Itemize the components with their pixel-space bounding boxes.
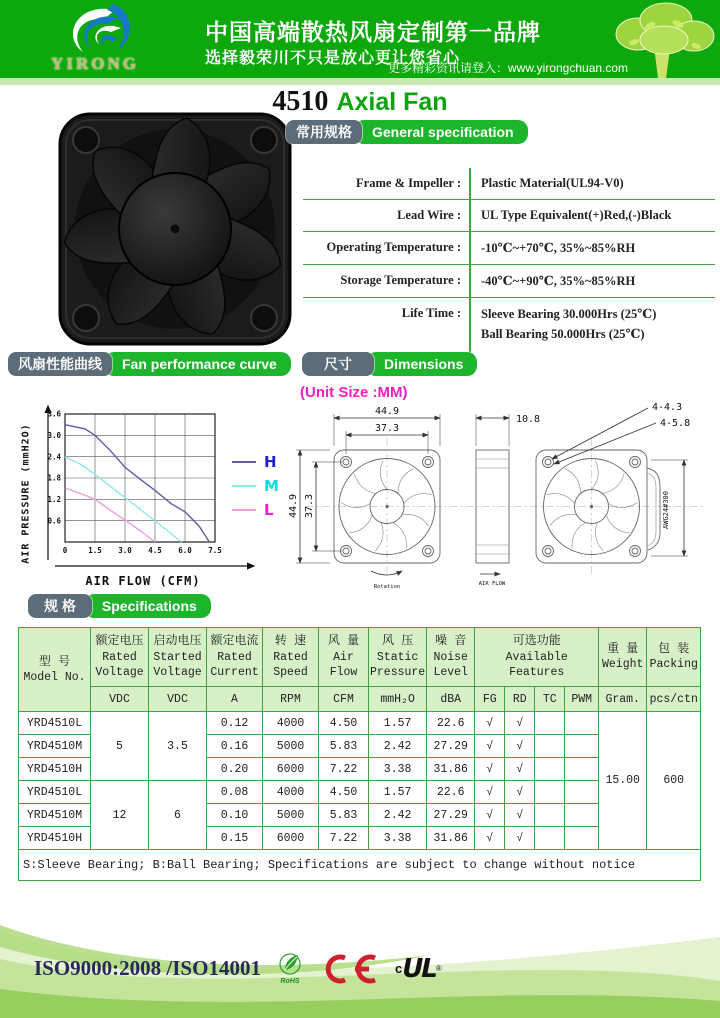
ul-mark (395, 954, 442, 984)
legend-label: L (264, 501, 274, 519)
section-badge-dimensions (302, 352, 477, 376)
gspec-row (303, 265, 715, 298)
section-badge-performance-curve (8, 352, 291, 376)
tree-graphic (608, 0, 720, 84)
unit-tc: TC (535, 687, 565, 712)
banner-bottom-strip (0, 78, 720, 85)
unit-dba: dBA (427, 687, 475, 712)
cell-rd-check: √ (505, 712, 535, 735)
cell-tc (535, 827, 565, 850)
dim-front-height: 44.9 (288, 493, 299, 519)
gspec-label: Operating Temperature : (303, 232, 471, 264)
unit-fg: FG (475, 687, 505, 712)
dim-front-hole-pitch-v: 37.3 (304, 493, 315, 519)
gspec-value: Plastic Material(UL94-V0) (481, 176, 624, 190)
svg-text:2.4: 2.4 (47, 452, 61, 462)
table-row (19, 712, 701, 735)
section-badge-specifications (28, 594, 211, 618)
cell-speed: 6000 (263, 758, 319, 781)
cell-fg-check: √ (475, 781, 505, 804)
front-view (288, 406, 440, 590)
gspec-label: Frame & Impeller : (303, 168, 471, 199)
cell-fg-check: √ (475, 804, 505, 827)
ul-letters: UL (402, 953, 436, 984)
cell-pwm (565, 781, 599, 804)
header-noise-level: 噪 音 Noise Level (427, 628, 475, 687)
dim-front-width: 44.9 (374, 406, 400, 417)
cell-rated-voltage: 12 (91, 781, 149, 850)
header-weight: 重 量 Weight (599, 628, 647, 687)
cell-tc (535, 712, 565, 735)
legend-label: M (264, 477, 279, 495)
cell-tc (535, 758, 565, 781)
gspec-value: UL Type Equivalent(+)Red,(-)Black (481, 208, 672, 222)
cell-speed: 6000 (263, 827, 319, 850)
gspec-label: Life Time : (303, 298, 471, 354)
cell-model: YRD4510M (19, 804, 91, 827)
gspec-value (471, 298, 715, 354)
badge-curve-en: Fan performance curve (104, 352, 291, 376)
svg-text:3.0: 3.0 (47, 430, 61, 440)
cell-model: YRD4510H (19, 827, 91, 850)
badge-general-en: General specification (354, 120, 528, 144)
cell-tc (535, 735, 565, 758)
gspec-row (303, 298, 715, 354)
chart-y-axis-label: AIR PRESSURE (mmH2O) (20, 423, 32, 564)
badge-curve-cn: 风扇性能曲线 (8, 352, 112, 376)
cell-fg-check: √ (475, 827, 505, 850)
legend-item-l (232, 498, 279, 522)
legend-item-m (232, 474, 279, 498)
side-view (476, 414, 540, 587)
back-view (536, 402, 690, 576)
cell-flow: 4.50 (319, 781, 369, 804)
cell-current: 0.12 (207, 712, 263, 735)
cell-noise: 22.6 (427, 712, 475, 735)
fan-performance-chart (10, 402, 288, 594)
legend-line-icon (232, 461, 256, 463)
header-air-flow: 风 量 Air Flow (319, 628, 369, 687)
cell-flow: 5.83 (319, 804, 369, 827)
banner-portal-url[interactable]: 更多精彩资讯请登入：www.yirongchuan.com (388, 61, 629, 75)
cell-speed: 5000 (263, 735, 319, 758)
gspec-value: -10℃~+70℃, 35%~85%RH (481, 241, 636, 255)
tree-icon (608, 0, 720, 84)
svg-text:0: 0 (62, 546, 68, 555)
svg-text:1.5: 1.5 (88, 546, 102, 555)
unit-cfm: CFM (319, 687, 369, 712)
title-product-name: Axial Fan (336, 88, 448, 116)
badge-dim-en: Dimensions (366, 352, 477, 376)
cell-fg-check: √ (475, 735, 505, 758)
legend-line-icon (232, 485, 256, 487)
dim-hole-large: 4-5.8 (660, 418, 691, 429)
company-logo (20, 2, 170, 76)
cell-noise: 27.29 (427, 804, 475, 827)
cell-pressure: 2.42 (369, 735, 427, 758)
svg-text:1.2: 1.2 (47, 494, 61, 504)
table-row (19, 781, 701, 804)
cell-speed: 4000 (263, 712, 319, 735)
badge-general-cn: 常用规格 (286, 120, 362, 144)
cell-pressure: 1.57 (369, 781, 427, 804)
header-static-pressure: 风 压 Static Pressure (369, 628, 427, 687)
cell-pwm (565, 735, 599, 758)
cell-started-voltage: 6 (149, 781, 207, 850)
cell-rd-check: √ (505, 804, 535, 827)
gspec-label: Storage Temperature : (303, 265, 471, 297)
svg-text:3.0: 3.0 (118, 546, 132, 555)
svg-text:7.5: 7.5 (208, 546, 222, 555)
header-packing: 包 装 Packing (647, 628, 701, 687)
cell-flow: 7.22 (319, 758, 369, 781)
cell-rd-check: √ (505, 758, 535, 781)
specifications-table (18, 627, 701, 881)
general-spec-table (303, 168, 715, 354)
badge-spec-en: Specifications (84, 594, 211, 618)
cell-noise: 22.6 (427, 781, 475, 804)
ul-registered-mark: ® (435, 964, 442, 973)
unit-a: A (207, 687, 263, 712)
dimension-drawings (286, 398, 720, 598)
unit-size-note: (Unit Size :MM) (300, 384, 408, 401)
cell-model: YRD4510H (19, 758, 91, 781)
unit-pcs-ctn: pcs/ctn (647, 687, 701, 712)
cell-current: 0.08 (207, 781, 263, 804)
gspec-value-line1: Sleeve Bearing 30.000Hrs (25℃) (481, 307, 657, 321)
gspec-value: -40℃~+90℃, 35%~85%RH (481, 274, 636, 288)
cell-current: 0.10 (207, 804, 263, 827)
logo-wordmark: YIRONG (51, 54, 139, 73)
rohs-mark (275, 952, 305, 985)
rohs-label: RoHS (280, 978, 300, 985)
cell-model: YRD4510L (19, 781, 91, 804)
cell-noise: 31.86 (427, 758, 475, 781)
gspec-value-line2: Ball Bearing 50.000Hrs (25℃) (481, 327, 645, 341)
cell-model: YRD4510L (19, 712, 91, 735)
svg-text:1.8: 1.8 (47, 473, 61, 483)
badge-spec-cn: 规 格 (28, 594, 92, 618)
svg-text:3.6: 3.6 (47, 409, 61, 419)
cell-rd-check: √ (505, 735, 535, 758)
cell-model: YRD4510M (19, 735, 91, 758)
cell-tc (535, 781, 565, 804)
table-note-row (19, 850, 701, 881)
ce-icon (319, 953, 381, 985)
svg-text:6.0: 6.0 (178, 546, 192, 555)
cell-flow: 7.22 (319, 827, 369, 850)
unit-vdc: VDC (149, 687, 207, 712)
header-model: 型 号 Model No. (19, 628, 91, 712)
cell-tc (535, 804, 565, 827)
svg-text:0.6: 0.6 (47, 516, 61, 526)
table-header-row-1 (19, 628, 701, 687)
header-started-voltage: 启动电压 Started Voltage (149, 628, 207, 687)
cell-pressure: 2.42 (369, 804, 427, 827)
table-header-row-2 (19, 687, 701, 712)
iso-certification-text: ISO9000:2008 /ISO14001 (34, 956, 261, 980)
cell-weight: 15.00 (599, 712, 647, 850)
cell-rd-check: √ (505, 781, 535, 804)
dim-front-hole-pitch: 37.3 (374, 423, 400, 434)
cell-current: 0.15 (207, 827, 263, 850)
cell-pwm (565, 804, 599, 827)
cell-current: 0.20 (207, 758, 263, 781)
cell-pwm (565, 712, 599, 735)
cell-flow: 4.50 (319, 712, 369, 735)
cell-speed: 5000 (263, 804, 319, 827)
header-available-features: 可选功能 Available Features (475, 628, 599, 687)
cell-packing: 600 (647, 712, 701, 850)
unit-pwm: PWM (565, 687, 599, 712)
gspec-row (303, 232, 715, 265)
cell-speed: 4000 (263, 781, 319, 804)
cell-pressure: 3.38 (369, 827, 427, 850)
dim-hole-small: 4-4.3 (652, 402, 683, 413)
legend-item-h (232, 450, 279, 474)
header-rated-speed: 转 速 Rated Speed (263, 628, 319, 687)
badge-dim-cn: 尺寸 (302, 352, 374, 376)
spec-note: S:Sleeve Bearing; B:Ball Bearing; Specifications are subject to change without notice (19, 850, 701, 881)
chart-legend (232, 450, 279, 522)
gspec-label: Lead Wire : (303, 200, 471, 231)
unit-rd: RD (505, 687, 535, 712)
banner-slogan-sub: 选择毅荣川不只是放心更让您省心 (205, 50, 461, 67)
unit-gram: Gram. (599, 687, 647, 712)
cell-noise: 27.29 (427, 735, 475, 758)
cell-pressure: 1.57 (369, 712, 427, 735)
cell-started-voltage: 3.5 (149, 712, 207, 781)
top-banner (0, 0, 720, 78)
cell-fg-check: √ (475, 712, 505, 735)
cell-pressure: 3.38 (369, 758, 427, 781)
unit-rpm: RPM (263, 687, 319, 712)
cell-pwm (565, 758, 599, 781)
gspec-row (303, 168, 715, 200)
certification-row (34, 952, 442, 985)
banner-slogan-main: 中国高端散热风扇定制第一品牌 (205, 19, 541, 45)
chart-x-axis-label: AIR FLOW (CFM) (85, 574, 201, 588)
airflow-label: AIR FLOW (478, 581, 506, 587)
cell-fg-check: √ (475, 758, 505, 781)
unit-mmh2o: mmH₂O (369, 687, 427, 712)
cell-current: 0.16 (207, 735, 263, 758)
wire-gauge-label: AWG24#300 (662, 491, 670, 529)
svg-text:4.5: 4.5 (148, 546, 162, 555)
header-rated-voltage: 额定电压 Rated Voltage (91, 628, 149, 687)
legend-label: H (264, 453, 277, 471)
gspec-row (303, 200, 715, 232)
cell-rated-voltage: 5 (91, 712, 149, 781)
ce-mark (319, 953, 381, 985)
header-rated-current: 额定电流 Rated Current (207, 628, 263, 687)
unit-vdc: VDC (91, 687, 149, 712)
rohs-leaf-icon (275, 952, 305, 978)
cell-rd-check: √ (505, 827, 535, 850)
ul-c-prefix: c (394, 961, 403, 976)
section-badge-general-spec (286, 120, 528, 144)
title-model-number: 4510 (272, 86, 329, 117)
cell-noise: 31.86 (427, 827, 475, 850)
dim-side-depth: 10.8 (516, 414, 541, 425)
rotation-label: Rotation (373, 584, 401, 590)
legend-line-icon (232, 509, 256, 511)
cell-pwm (565, 827, 599, 850)
cell-flow: 5.83 (319, 735, 369, 758)
fan-product-photo (52, 106, 298, 352)
